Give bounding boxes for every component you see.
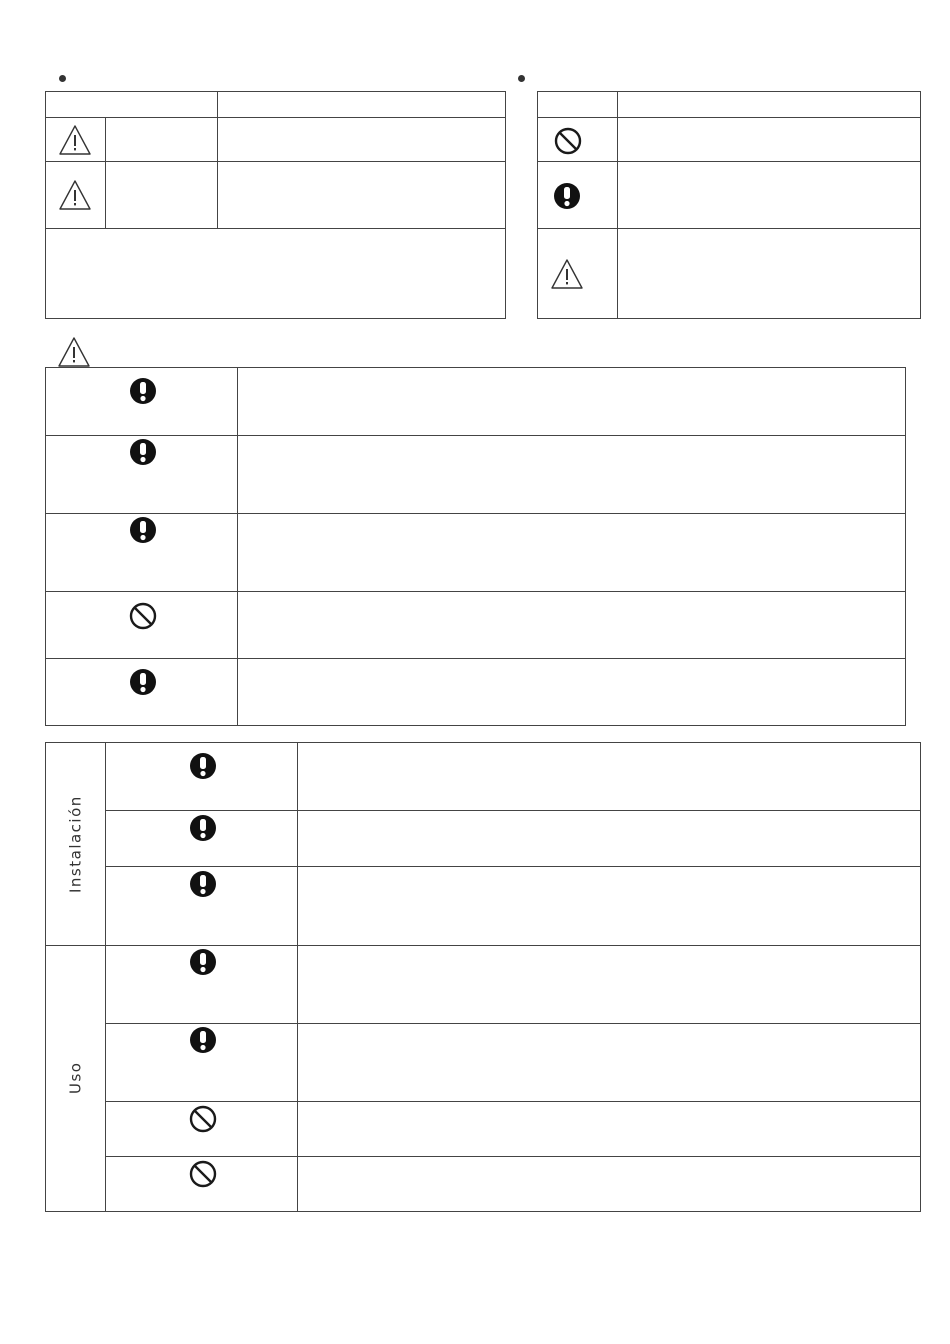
divider bbox=[237, 368, 238, 725]
mandatory-exclamation-icon bbox=[129, 377, 157, 405]
divider bbox=[46, 513, 905, 514]
prohibition-icon bbox=[188, 1159, 218, 1189]
divider bbox=[105, 117, 106, 228]
warning-table bbox=[45, 367, 906, 726]
mandatory-exclamation-icon bbox=[189, 1026, 217, 1054]
divider bbox=[538, 117, 920, 118]
divider bbox=[105, 810, 920, 811]
divider bbox=[538, 228, 920, 229]
mandatory-exclamation-icon bbox=[189, 948, 217, 976]
divider bbox=[46, 161, 505, 162]
divider bbox=[46, 117, 505, 118]
mandatory-exclamation-icon bbox=[189, 814, 217, 842]
divider bbox=[105, 743, 106, 1211]
divider bbox=[297, 743, 298, 1211]
divider bbox=[46, 658, 905, 659]
mandatory-exclamation-icon bbox=[189, 752, 217, 780]
warning-section-header-icon bbox=[57, 336, 91, 368]
warning-triangle-icon bbox=[58, 179, 92, 211]
group-label-installation: Instalación bbox=[66, 795, 85, 893]
divider bbox=[538, 161, 920, 162]
mandatory-exclamation-icon bbox=[129, 438, 157, 466]
divider bbox=[617, 92, 618, 318]
prohibition-icon bbox=[553, 126, 583, 156]
mandatory-exclamation-icon bbox=[129, 516, 157, 544]
divider bbox=[46, 435, 905, 436]
mandatory-exclamation-icon bbox=[553, 182, 581, 210]
warning-triangle-icon bbox=[58, 124, 92, 156]
divider bbox=[105, 1156, 920, 1157]
legend-left-table bbox=[45, 91, 506, 319]
legend-right-bullet bbox=[518, 75, 525, 82]
divider bbox=[217, 92, 218, 228]
divider bbox=[105, 866, 920, 867]
caution-table bbox=[45, 742, 921, 1212]
divider bbox=[46, 228, 505, 229]
prohibition-icon bbox=[128, 601, 158, 631]
legend-left-bullet bbox=[59, 75, 66, 82]
legend-right-table bbox=[537, 91, 921, 319]
group-label-use: Uso bbox=[66, 1061, 85, 1095]
warning-triangle-icon bbox=[550, 258, 584, 290]
divider bbox=[46, 591, 905, 592]
prohibition-icon bbox=[188, 1104, 218, 1134]
mandatory-exclamation-icon bbox=[129, 668, 157, 696]
mandatory-exclamation-icon bbox=[189, 870, 217, 898]
divider bbox=[105, 1023, 920, 1024]
divider bbox=[105, 1101, 920, 1102]
divider bbox=[46, 945, 920, 946]
